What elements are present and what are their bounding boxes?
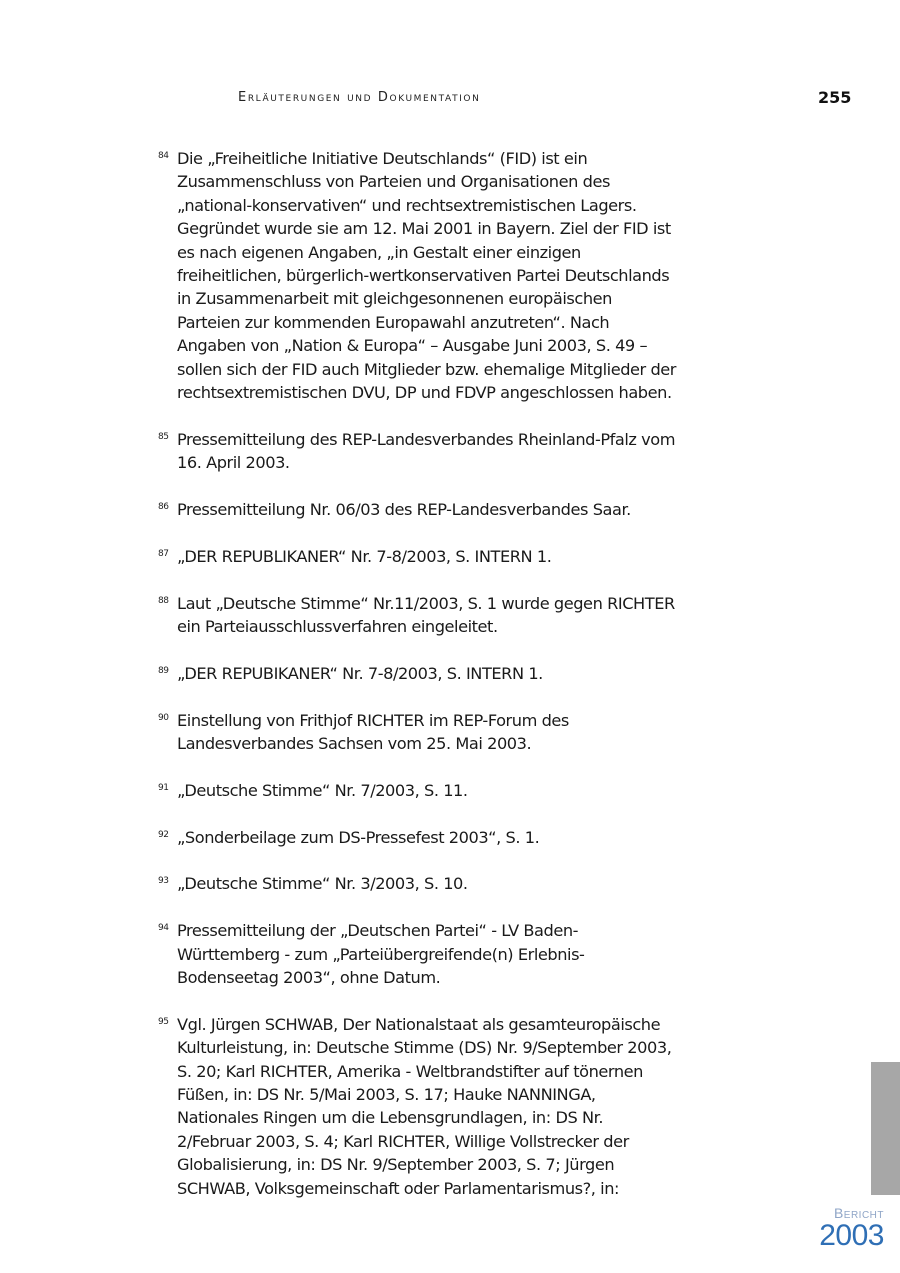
footnote-number: 87 [158, 548, 169, 559]
footnote-90 [158, 709, 678, 756]
footnote-number: 86 [158, 502, 169, 513]
logo-word: Bericht [833, 1205, 884, 1221]
running-head: Erläuterungen und Dokumentation [238, 90, 481, 105]
footnote-text: Einstellung von Frithjof RICHTER im REP-Forum des Landesverbandes Sachsen vom 25. Mai 2003. [177, 710, 569, 754]
footnote-text: Pressemitteilung Nr. 06/03 des REP-Landesverbandes Saar. [177, 500, 631, 520]
footnote-list [158, 147, 678, 1224]
footnote-text: Vgl. Jürgen SCHWAB, Der Nationalstaat als gesamteuropäische Kulturleistung, in: Deutsche Stimme (DS) Nr. 9/September 2003, S. 20; Karl RICHTER, Amerika - Weltbrandstifter auf tönernen Füßen, in: DS Nr. 5/Mai 2003, S. 17; Hauke NANNINGA, Nationales Ringen um die Lebensgrundlagen, in: DS Nr. 2/Februar 2003, S. 4; Karl RICHTER, Willige Vollstrecker der Globalisierung, in: DS Nr. 9/September 2003, S. 7; Jürgen SCHWAB, Volksgemeinschaft oder Parlamentarismus?, in: [177, 1014, 672, 1198]
footnote-85 [158, 428, 678, 475]
footnote-84 [158, 147, 678, 404]
page-number: 255 [818, 88, 852, 107]
footnote-text: Pressemitteilung des REP-Landesverbandes Rheinland-Pfalz vom 16. April 2003. [177, 429, 676, 473]
footnote-88 [158, 592, 678, 639]
footnote-86 [158, 498, 678, 521]
footnote-text: „Deutsche Stimme“ Nr. 3/2003, S. 10. [177, 874, 468, 894]
footnote-number: 85 [158, 431, 169, 442]
footnote-91 [158, 779, 678, 802]
footnote-87 [158, 545, 678, 568]
footnote-number: 88 [158, 595, 169, 606]
footnote-number: 92 [158, 829, 169, 840]
footnote-92 [158, 826, 678, 849]
side-tab-marker [871, 1062, 900, 1195]
footnote-95 [158, 1013, 678, 1200]
footnote-number: 89 [158, 665, 169, 676]
footnote-89 [158, 662, 678, 685]
footnote-text: „Sonderbeilage zum DS-Pressefest 2003“, S. 1. [177, 827, 540, 847]
footnote-94 [158, 919, 678, 989]
footnote-number: 95 [158, 1016, 169, 1027]
bericht-logo [808, 1205, 884, 1251]
footnote-text: „Deutsche Stimme“ Nr. 7/2003, S. 11. [177, 780, 468, 800]
footnote-text: „DER REPUBIKANER“ Nr. 7-8/2003, S. INTERN 1. [177, 663, 543, 683]
footnote-number: 84 [158, 151, 169, 161]
footnote-number: 90 [158, 712, 169, 723]
footnote-number: 94 [158, 923, 169, 934]
footnote-number: 91 [158, 782, 169, 793]
footnote-text: „DER REPUBLIKANER“ Nr. 7-8/2003, S. INTERN 1. [177, 546, 552, 566]
footnote-text: Die „Freiheitliche Initiative Deutschlands“ (FID) ist ein Zusammenschluss von Parteien und Organisationen des „national-konservativen“ und rechtsextremistischen Lagers. Gegründet wurde sie am 12. Mai 2001 in Bayern. Ziel der FID ist es nach eigenen Angaben, „in Gestalt einer einzigen freiheitlichen, bürgerlich-wertkonservativen Partei Deutschlands in Zusammenarbeit mit gleichgesonnenen europäischen Parteien zur kommenden Europawahl anzutreten“. Nach Angaben von „Nation & Europa“ – Ausgabe Juni 2003, S. 49 – sollen sich der FID auch Mitglieder bzw. ehemalige Mitglieder der rechtsextremistischen DVU, DP und FDVP angeschlossen haben. [177, 149, 676, 403]
logo-year: 2003 [819, 1219, 884, 1252]
footnote-text: Laut „Deutsche Stimme“ Nr.11/2003, S. 1 wurde gegen RICHTER ein Parteiausschlussverfahren eingeleitet. [177, 593, 675, 637]
footnote-number: 93 [158, 876, 169, 887]
footnote-text: Pressemitteilung der „Deutschen Partei“ - LV Baden-Württemberg - zum „Parteiübergreifende(n) Erlebnis-Bodenseetag 2003“, ohne Datum. [177, 921, 585, 988]
footnote-93 [158, 872, 678, 895]
